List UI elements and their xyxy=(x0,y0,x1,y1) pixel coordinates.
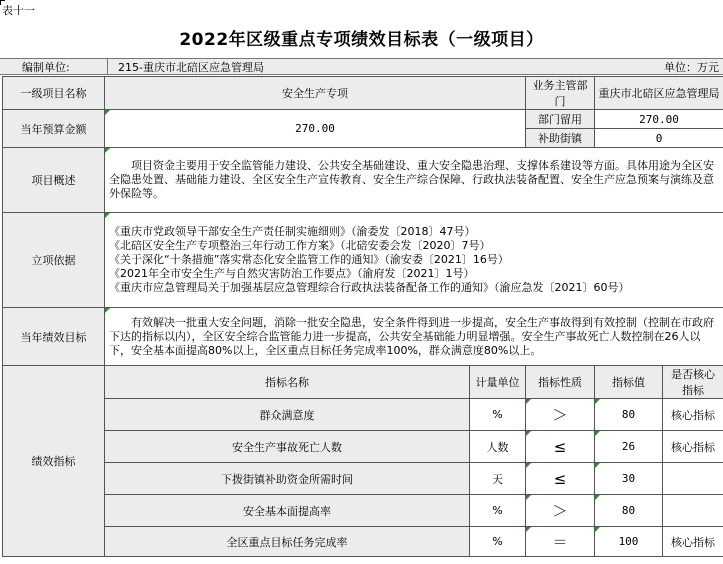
meta-bar xyxy=(0,58,723,75)
indicator-unit[interactable]: 人数 xyxy=(470,431,526,463)
table-row xyxy=(3,399,723,431)
indicator-value[interactable]: 80 xyxy=(595,399,663,431)
header-core: 是否核心指标 xyxy=(663,366,723,399)
indicator-nature[interactable]: ＞ xyxy=(526,399,595,431)
table-row xyxy=(3,431,723,463)
header-value: 指标值 xyxy=(595,366,663,399)
basis-item: 《关于深化“十条措施”落实常态化安全监管工作的通知》（渝安委〔2021〕16号） xyxy=(109,253,509,266)
indicator-name: 安全基本面提高率 xyxy=(105,495,470,527)
indicator-value[interactable]: 26 xyxy=(595,431,663,463)
table-row xyxy=(3,495,723,527)
basis-item: 《重庆市党政领导干部安全生产责任制实施细则》（渝委发〔2018〕47号） xyxy=(109,225,476,238)
basis-item: 《重庆市应急管理局关于加强基层应急管理综合行政执法装备配备工作的通知》（渝应急发〔2021〕60号） xyxy=(109,281,630,294)
unit-label: 单位：万元 xyxy=(664,61,719,74)
indicator-unit[interactable]: % xyxy=(470,495,526,527)
dept-value[interactable]: 重庆市北碚区应急管理局 xyxy=(595,77,723,110)
overview-cell[interactable] xyxy=(105,148,723,213)
indicator-core[interactable] xyxy=(663,463,723,495)
header-nature: 指标性质 xyxy=(526,366,595,399)
overview-text: 项目资金主要用于安全监管能力建设、公共安全基础建设、重大安全隐患治理、支撑体系建设等方面。具体用途为全区安全隐患处置、基础能力建设、全区安全生产宣传教育、安全生产综合保障、行政执法装备配置、安全生产应急预案与演练及意外保险等。 xyxy=(109,159,714,200)
indicator-value[interactable]: 30 xyxy=(595,463,663,495)
retained-label: 部门留用 xyxy=(526,110,595,129)
indicator-unit[interactable]: 天 xyxy=(470,463,526,495)
org-label: 编制单位: xyxy=(22,61,70,74)
subsidy-label: 补助街镇 xyxy=(526,129,595,148)
indicator-core[interactable]: 核心指标 xyxy=(663,399,723,431)
project-name-label: 一级项目名称 xyxy=(3,77,105,110)
goal-label: 当年绩效目标 xyxy=(3,308,105,366)
table-row xyxy=(3,527,723,557)
indicator-value[interactable]: 100 xyxy=(595,527,663,557)
page-title: 2022年区级重点专项绩效目标表（一级项目） xyxy=(179,30,544,50)
indicator-core[interactable] xyxy=(663,495,723,527)
indicator-nature[interactable]: ＝ xyxy=(526,527,595,557)
budget-total[interactable]: 270.00 xyxy=(105,110,526,148)
performance-table xyxy=(2,76,723,557)
indicator-name: 群众满意度 xyxy=(105,399,470,431)
indicator-value[interactable]: 80 xyxy=(595,495,663,527)
dept-label: 业务主管部门 xyxy=(526,77,595,110)
project-name-value[interactable]: 安全生产专项 xyxy=(105,77,526,110)
indicator-core[interactable]: 核心指标 xyxy=(663,431,723,463)
indicator-nature[interactable]: ≤ xyxy=(526,431,595,463)
header-unit: 计量单位 xyxy=(470,366,526,399)
meta-divider xyxy=(107,59,108,74)
basis-cell[interactable] xyxy=(105,213,723,308)
indicator-nature[interactable]: ≤ xyxy=(526,463,595,495)
indicator-name: 下拨街镇补助资金所需时间 xyxy=(105,463,470,495)
overview-label: 项目概述 xyxy=(3,148,105,213)
indicators-label: 绩效指标 xyxy=(3,366,105,557)
table-row xyxy=(3,463,723,495)
header-indicator-name: 指标名称 xyxy=(105,366,470,399)
basis-label: 立项依据 xyxy=(3,213,105,308)
sheet-tag: 表十一 xyxy=(2,4,35,17)
indicator-core[interactable]: 核心指标 xyxy=(663,527,723,557)
indicator-unit[interactable]: % xyxy=(470,399,526,431)
retained-value[interactable]: 270.00 xyxy=(595,110,723,129)
basis-item: 《北碚区安全生产专项整治三年行动工作方案》（北碚安委会发〔2020〕7号） xyxy=(109,239,491,252)
indicator-name: 安全生产事故死亡人数 xyxy=(105,431,470,463)
goal-cell[interactable] xyxy=(105,308,723,366)
indicator-unit[interactable]: % xyxy=(470,527,526,557)
indicator-nature[interactable]: ＞ xyxy=(526,495,595,527)
basis-item: 《2021年全市安全生产与自然灾害防治工作要点》（渝府发〔2021〕1号） xyxy=(109,267,475,280)
org-value: 215-重庆市北碚区应急管理局 xyxy=(118,61,264,74)
indicator-name: 全区重点目标任务完成率 xyxy=(105,527,470,557)
goal-text: 有效解决一批重大安全问题，消除一批安全隐患，安全条件得到进一步提高，安全生产事故得到有效控制（控制在市政府下达的指标以内），全区安全综合监管能力进一步提高，公共安全基础能力明显增强。安全生产事故死亡人数控制在26人以下，安全基本面提高80%以上，全区重点目标任务完成率100%，群众满意度80%以上。 xyxy=(109,315,714,357)
subsidy-value[interactable]: 0 xyxy=(595,129,723,148)
budget-label: 当年预算金额 xyxy=(3,110,105,148)
